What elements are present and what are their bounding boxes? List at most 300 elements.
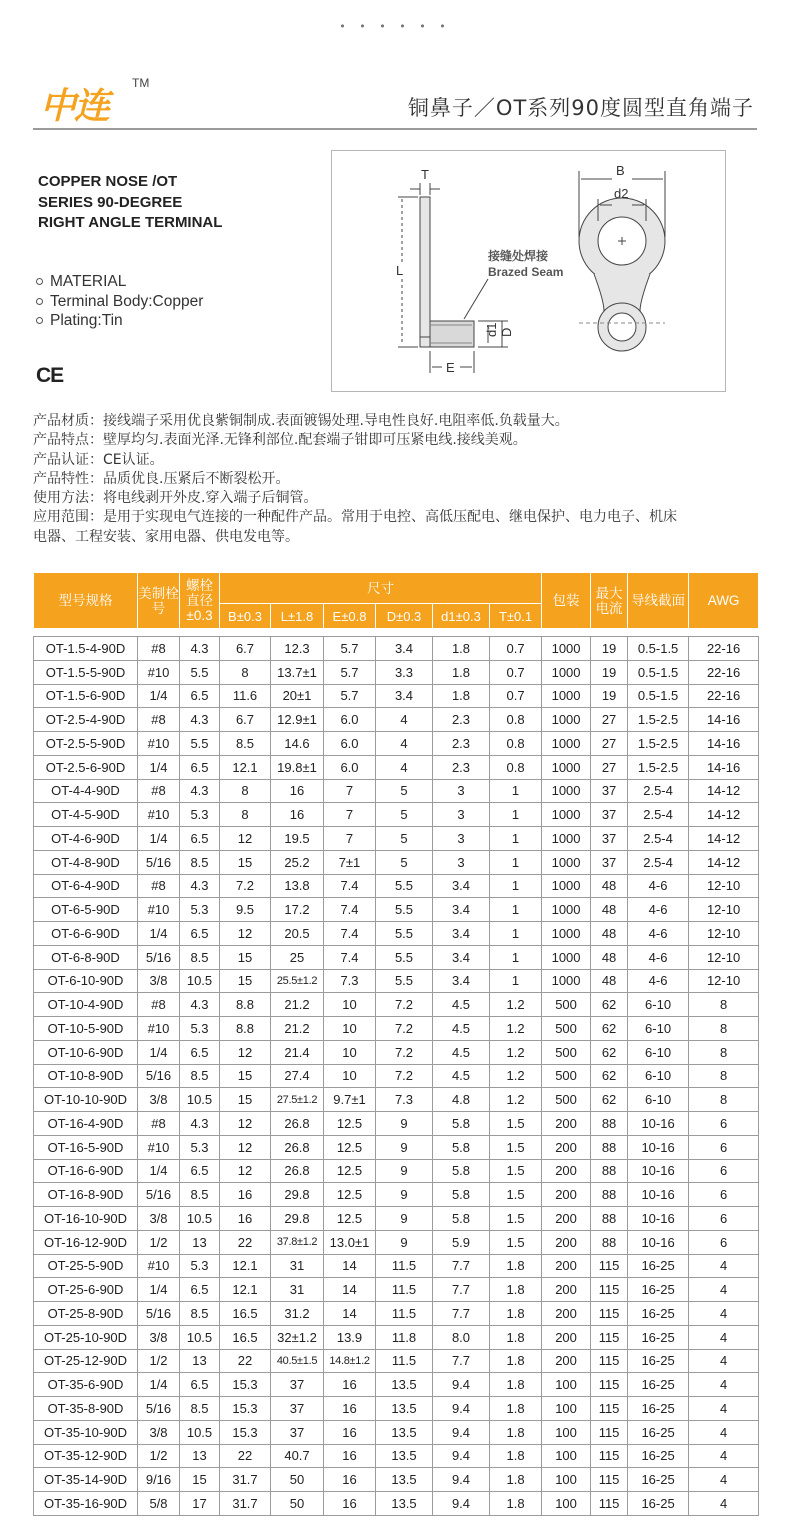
table-cell: 6.5 <box>180 684 220 708</box>
table-cell: 200 <box>542 1183 591 1207</box>
table-cell: 1.8 <box>433 684 490 708</box>
header-dim-t: T±0.1 <box>490 604 542 629</box>
table-row <box>34 993 759 1017</box>
table-row <box>34 684 759 708</box>
table-cell: 9.4 <box>433 1492 490 1516</box>
table-cell: 14-12 <box>689 779 759 803</box>
table-cell: OT-35-10-90D <box>34 1420 138 1444</box>
english-title-line: RIGHT ANGLE TERMINAL <box>38 214 223 231</box>
table-cell: 17.2 <box>271 898 324 922</box>
table-cell: 11.8 <box>376 1325 433 1349</box>
dim-label-d2: d2 <box>614 186 629 201</box>
table-row <box>34 1373 759 1397</box>
table-cell: 4 <box>689 1373 759 1397</box>
table-cell: 4.3 <box>180 874 220 898</box>
table-cell: OT-25-10-90D <box>34 1325 138 1349</box>
table-cell: 6.5 <box>180 755 220 779</box>
table-row <box>34 708 759 732</box>
table-cell: 4.3 <box>180 1112 220 1136</box>
table-cell: OT-10-5-90D <box>34 1017 138 1041</box>
table-cell: 200 <box>542 1254 591 1278</box>
table-cell: 1/2 <box>138 1444 180 1468</box>
table-cell: 1 <box>490 827 542 851</box>
table-cell: 4.5 <box>433 1017 490 1041</box>
table-cell: 10.5 <box>180 969 220 993</box>
table-row <box>34 1040 759 1064</box>
table-cell: 9.5 <box>220 898 271 922</box>
table-cell: 3 <box>433 779 490 803</box>
table-cell: 0.8 <box>490 732 542 756</box>
table-cell: 7.7 <box>433 1349 490 1373</box>
table-cell: 9 <box>376 1159 433 1183</box>
table-cell: 3.4 <box>376 684 433 708</box>
table-cell: 16.5 <box>220 1302 271 1326</box>
table-cell: 4 <box>689 1444 759 1468</box>
table-cell: 10.5 <box>180 1088 220 1112</box>
table-cell: OT-4-4-90D <box>34 779 138 803</box>
table-cell: 1/4 <box>138 1278 180 1302</box>
table-cell: 25.5±1.2 <box>271 969 324 993</box>
table-cell: OT-6-10-90D <box>34 969 138 993</box>
table-cell: 1.5-2.5 <box>628 732 689 756</box>
table-cell: 22-16 <box>689 660 759 684</box>
dim-label-d: D <box>499 327 514 337</box>
table-cell: 200 <box>542 1302 591 1326</box>
table-cell: 7.7 <box>433 1254 490 1278</box>
table-cell: 8.5 <box>220 732 271 756</box>
table-cell: 14.6 <box>271 732 324 756</box>
table-row <box>34 1230 759 1254</box>
table-cell: 12-10 <box>689 898 759 922</box>
table-cell: 5.3 <box>180 898 220 922</box>
table-cell: 48 <box>591 969 628 993</box>
table-cell: 6.0 <box>324 732 376 756</box>
table-row <box>34 945 759 969</box>
table-cell: 16-25 <box>628 1420 689 1444</box>
table-cell: 3/8 <box>138 1420 180 1444</box>
table-cell: 22 <box>220 1349 271 1373</box>
description-line: 使用方法：将电线剥开外皮.穿入端子后铜管。 <box>33 490 318 507</box>
table-cell: 12.1 <box>220 1278 271 1302</box>
table-cell: 1 <box>490 922 542 946</box>
table-cell: 12-10 <box>689 874 759 898</box>
table-cell: 6.7 <box>220 637 271 661</box>
table-cell: 37 <box>591 850 628 874</box>
table-cell: 5.7 <box>324 637 376 661</box>
table-cell: 115 <box>591 1492 628 1516</box>
table-cell: 50 <box>271 1492 324 1516</box>
table-cell: 7.2 <box>376 1064 433 1088</box>
header-dim-l: L±1.8 <box>271 604 324 629</box>
table-cell: 1.2 <box>490 1064 542 1088</box>
table-cell: 9/16 <box>138 1468 180 1492</box>
table-cell: 37 <box>271 1420 324 1444</box>
table-cell: 8 <box>220 779 271 803</box>
table-cell: 8.5 <box>180 1302 220 1326</box>
table-row <box>34 660 759 684</box>
table-cell: 12 <box>220 922 271 946</box>
title-divider <box>33 128 757 130</box>
table-row <box>34 1159 759 1183</box>
table-cell: 1000 <box>542 779 591 803</box>
table-cell: 200 <box>542 1207 591 1231</box>
table-cell: 19 <box>591 637 628 661</box>
table-cell: 5.8 <box>433 1112 490 1136</box>
table-cell: 200 <box>542 1230 591 1254</box>
table-cell: 15.3 <box>220 1373 271 1397</box>
table-cell: 3 <box>433 803 490 827</box>
table-cell: 5.7 <box>324 660 376 684</box>
table-cell: 7.2 <box>220 874 271 898</box>
table-cell: 1000 <box>542 898 591 922</box>
english-title <box>38 172 222 234</box>
table-cell: 1.8 <box>433 637 490 661</box>
table-cell: 10.5 <box>180 1207 220 1231</box>
table-cell: #8 <box>138 1112 180 1136</box>
table-cell: 4-6 <box>628 945 689 969</box>
table-cell: 100 <box>542 1468 591 1492</box>
header-dim-d: D±0.3 <box>376 604 433 629</box>
table-cell: 4.5 <box>433 993 490 1017</box>
table-cell: 200 <box>542 1135 591 1159</box>
table-cell: 1 <box>490 898 542 922</box>
table-cell: 7.4 <box>324 898 376 922</box>
table-cell: 9.4 <box>433 1420 490 1444</box>
table-cell: 7.2 <box>376 993 433 1017</box>
table-cell: 11.5 <box>376 1302 433 1326</box>
trademark-mark: TM <box>132 76 150 90</box>
table-cell: 37 <box>271 1397 324 1421</box>
table-cell: 13.5 <box>376 1397 433 1421</box>
table-cell: OT-2.5-4-90D <box>34 708 138 732</box>
table-cell: 3.4 <box>433 874 490 898</box>
table-cell: 13.0±1 <box>324 1230 376 1254</box>
table-cell: 5.8 <box>433 1207 490 1231</box>
table-cell: 10-16 <box>628 1207 689 1231</box>
table-cell: 1.8 <box>490 1397 542 1421</box>
seam-label-cn: 接缝处焊接 <box>488 249 549 263</box>
table-cell: 1.8 <box>490 1373 542 1397</box>
table-row <box>34 969 759 993</box>
table-cell: 1 <box>490 945 542 969</box>
table-cell: 8 <box>689 1017 759 1041</box>
table-cell: 16 <box>324 1397 376 1421</box>
table-cell: 88 <box>591 1112 628 1136</box>
table-cell: 3/8 <box>138 1325 180 1349</box>
table-cell: 25 <box>271 945 324 969</box>
table-cell: 9 <box>376 1135 433 1159</box>
header-awg: AWG <box>689 573 759 629</box>
table-cell: OT-2.5-5-90D <box>34 732 138 756</box>
table-cell: 5.9 <box>433 1230 490 1254</box>
table-cell: 5 <box>376 779 433 803</box>
table-cell: 1.8 <box>490 1254 542 1278</box>
table-cell: 15.3 <box>220 1420 271 1444</box>
table-cell: OT-10-4-90D <box>34 993 138 1017</box>
material-item: Terminal Body:Copper <box>36 292 203 312</box>
table-cell: 1 <box>490 874 542 898</box>
table-cell: 4 <box>376 732 433 756</box>
table-cell: 5.5 <box>180 660 220 684</box>
table-cell: 16-25 <box>628 1349 689 1373</box>
table-cell: 6.5 <box>180 1373 220 1397</box>
table-cell: 1.2 <box>490 993 542 1017</box>
description-line: 产品认证：CE认证。 <box>33 451 164 468</box>
table-cell: 200 <box>542 1325 591 1349</box>
table-cell: 4 <box>689 1492 759 1516</box>
table-cell: 62 <box>591 1040 628 1064</box>
table-cell: 100 <box>542 1492 591 1516</box>
table-row <box>34 1254 759 1278</box>
table-cell: #10 <box>138 1017 180 1041</box>
table-row <box>34 898 759 922</box>
table-cell: 3 <box>433 850 490 874</box>
table-cell: 0.7 <box>490 637 542 661</box>
table-cell: 48 <box>591 898 628 922</box>
table-cell: 1/4 <box>138 684 180 708</box>
table-cell: 6.5 <box>180 1159 220 1183</box>
table-row <box>34 1444 759 1468</box>
table-cell: 10-16 <box>628 1230 689 1254</box>
table-cell: 20±1 <box>271 684 324 708</box>
header-model: 型号规格 <box>34 573 138 629</box>
table-cell: 0.5-1.5 <box>628 684 689 708</box>
table-cell: #8 <box>138 637 180 661</box>
table-cell: 37 <box>591 827 628 851</box>
table-cell: 7.2 <box>376 1040 433 1064</box>
table-cell: 16 <box>324 1444 376 1468</box>
table-cell: 11.5 <box>376 1349 433 1373</box>
table-cell: 4.5 <box>433 1064 490 1088</box>
table-cell: 6-10 <box>628 1088 689 1112</box>
table-cell: 9.4 <box>433 1397 490 1421</box>
table-cell: OT-6-5-90D <box>34 898 138 922</box>
table-body <box>34 637 759 1516</box>
table-cell: 1.5 <box>490 1159 542 1183</box>
table-cell: 12.5 <box>324 1207 376 1231</box>
table-cell: 48 <box>591 922 628 946</box>
table-cell: 5.5 <box>376 898 433 922</box>
table-cell: 62 <box>591 1017 628 1041</box>
top-decoration-dots: • • • • • • <box>339 20 451 33</box>
table-cell: 1/4 <box>138 1040 180 1064</box>
table-cell: 0.7 <box>490 660 542 684</box>
table-cell: 1.8 <box>490 1492 542 1516</box>
dim-label-e: E <box>446 360 455 375</box>
table-cell: OT-35-8-90D <box>34 1397 138 1421</box>
table-cell: 1.2 <box>490 1017 542 1041</box>
table-cell: 12 <box>220 1040 271 1064</box>
table-cell: 1000 <box>542 660 591 684</box>
table-cell: 27.4 <box>271 1064 324 1088</box>
table-cell: 2.5-4 <box>628 850 689 874</box>
table-cell: 0.8 <box>490 755 542 779</box>
table-cell: 3.4 <box>433 945 490 969</box>
table-cell: 100 <box>542 1397 591 1421</box>
table-cell: 7.4 <box>324 945 376 969</box>
table-row <box>34 779 759 803</box>
table-cell: 9 <box>376 1112 433 1136</box>
table-cell: 8.5 <box>180 945 220 969</box>
table-cell: 13.5 <box>376 1444 433 1468</box>
table-cell: #10 <box>138 1135 180 1159</box>
page-title: 铜鼻子／OT系列90度圆型直角端子 <box>407 96 754 120</box>
table-cell: 4-6 <box>628 874 689 898</box>
table-cell: 6 <box>689 1183 759 1207</box>
table-cell: 12 <box>220 827 271 851</box>
table-cell: 1.5 <box>490 1112 542 1136</box>
table-cell: 1000 <box>542 755 591 779</box>
table-row <box>34 803 759 827</box>
table-cell: 31.7 <box>220 1492 271 1516</box>
table-cell: 9 <box>376 1183 433 1207</box>
table-cell: 200 <box>542 1349 591 1373</box>
table-cell: 5.3 <box>180 1135 220 1159</box>
table-cell: 16 <box>324 1373 376 1397</box>
table-cell: 500 <box>542 1040 591 1064</box>
english-title-line: COPPER NOSE /OT <box>38 173 178 190</box>
table-row <box>34 1302 759 1326</box>
table-cell: 2.3 <box>433 732 490 756</box>
english-title-line: SERIES 90-DEGREE <box>38 193 183 211</box>
table-cell: 1.2 <box>490 1088 542 1112</box>
table-row <box>34 1183 759 1207</box>
table-cell: 2.5-4 <box>628 779 689 803</box>
table-cell: 16 <box>324 1420 376 1444</box>
table-cell: 22-16 <box>689 637 759 661</box>
table-cell: 200 <box>542 1159 591 1183</box>
table-cell: 14-16 <box>689 732 759 756</box>
table-cell: 21.2 <box>271 1017 324 1041</box>
table-cell: 12.1 <box>220 1254 271 1278</box>
table-cell: 8.5 <box>180 1397 220 1421</box>
table-row <box>34 850 759 874</box>
table-cell: 13.8 <box>271 874 324 898</box>
table-cell: 16-25 <box>628 1444 689 1468</box>
table-cell: 1000 <box>542 684 591 708</box>
table-cell: 15 <box>180 1468 220 1492</box>
table-cell: 40.7 <box>271 1444 324 1468</box>
table-cell: 10.5 <box>180 1420 220 1444</box>
table-cell: 3/8 <box>138 969 180 993</box>
table-cell: 37.8±1.2 <box>271 1230 324 1254</box>
table-cell: 48 <box>591 945 628 969</box>
table-cell: 19.8±1 <box>271 755 324 779</box>
table-cell: 12 <box>220 1112 271 1136</box>
table-cell: 37 <box>591 779 628 803</box>
table-cell: 27 <box>591 708 628 732</box>
table-cell: 31 <box>271 1254 324 1278</box>
table-cell: 5/16 <box>138 1397 180 1421</box>
table-cell: 16-25 <box>628 1373 689 1397</box>
table-cell: 4-6 <box>628 969 689 993</box>
table-cell: 5 <box>376 827 433 851</box>
table-cell: 115 <box>591 1420 628 1444</box>
table-cell: 7.7 <box>433 1278 490 1302</box>
table-cell: 12-10 <box>689 969 759 993</box>
header-us-stud: 美制栓号 <box>138 573 180 629</box>
table-cell: 2.5-4 <box>628 803 689 827</box>
table-cell: 8 <box>689 1040 759 1064</box>
table-cell: 1.8 <box>490 1325 542 1349</box>
table-cell: #8 <box>138 779 180 803</box>
table-row <box>34 1278 759 1302</box>
table-cell: OT-1.5-5-90D <box>34 660 138 684</box>
table-row <box>34 874 759 898</box>
table-row <box>34 1017 759 1041</box>
table-cell: 5/16 <box>138 945 180 969</box>
table-cell: 6 <box>689 1230 759 1254</box>
table-cell: #10 <box>138 660 180 684</box>
table-cell: 5.3 <box>180 1017 220 1041</box>
table-cell: 1000 <box>542 803 591 827</box>
table-cell: 11.5 <box>376 1254 433 1278</box>
table-cell: 1.5 <box>490 1135 542 1159</box>
table-cell: 4 <box>689 1349 759 1373</box>
table-cell: 115 <box>591 1397 628 1421</box>
table-cell: 5.5 <box>376 922 433 946</box>
table-cell: OT-35-16-90D <box>34 1492 138 1516</box>
table-cell: 9 <box>376 1207 433 1231</box>
table-cell: #10 <box>138 803 180 827</box>
table-cell: 1000 <box>542 637 591 661</box>
table-cell: 0.8 <box>490 708 542 732</box>
table-cell: 115 <box>591 1302 628 1326</box>
table-cell: 62 <box>591 993 628 1017</box>
table-cell: 6-10 <box>628 1064 689 1088</box>
table-cell: 9 <box>376 1230 433 1254</box>
table-cell: 14-16 <box>689 755 759 779</box>
table-cell: 7.4 <box>324 922 376 946</box>
table-cell: 9.4 <box>433 1373 490 1397</box>
table-cell: 4 <box>376 708 433 732</box>
table-cell: OT-35-12-90D <box>34 1444 138 1468</box>
table-cell: 7.3 <box>324 969 376 993</box>
brand-logo <box>40 76 150 127</box>
table-cell: OT-4-8-90D <box>34 850 138 874</box>
table-cell: 15 <box>220 850 271 874</box>
specification-table <box>33 572 759 1516</box>
table-cell: 13 <box>180 1444 220 1468</box>
table-cell: 1/4 <box>138 1159 180 1183</box>
table-cell: 1/4 <box>138 922 180 946</box>
table-cell: 16-25 <box>628 1302 689 1326</box>
table-cell: 10 <box>324 1064 376 1088</box>
table-cell: 4 <box>689 1468 759 1492</box>
table-cell: 13.5 <box>376 1468 433 1492</box>
table-row <box>34 1468 759 1492</box>
table-cell: 19 <box>591 684 628 708</box>
table-cell: 5.3 <box>180 803 220 827</box>
product-description <box>33 412 763 547</box>
table-cell: 1000 <box>542 850 591 874</box>
table-cell: 3.4 <box>433 969 490 993</box>
table-cell: #8 <box>138 708 180 732</box>
header-dim-d1: d1±0.3 <box>433 604 490 629</box>
table-cell: 16 <box>220 1207 271 1231</box>
table-cell: OT-25-12-90D <box>34 1349 138 1373</box>
table-cell: 2.3 <box>433 708 490 732</box>
table-cell: 16.5 <box>220 1325 271 1349</box>
table-cell: 3/8 <box>138 1207 180 1231</box>
table-cell: 1000 <box>542 922 591 946</box>
table-cell: 10-16 <box>628 1135 689 1159</box>
dim-label-b: B <box>616 163 625 178</box>
table-cell: 2.3 <box>433 755 490 779</box>
table-cell: 14-12 <box>689 850 759 874</box>
table-cell: 26.8 <box>271 1135 324 1159</box>
table-cell: 14-16 <box>689 708 759 732</box>
